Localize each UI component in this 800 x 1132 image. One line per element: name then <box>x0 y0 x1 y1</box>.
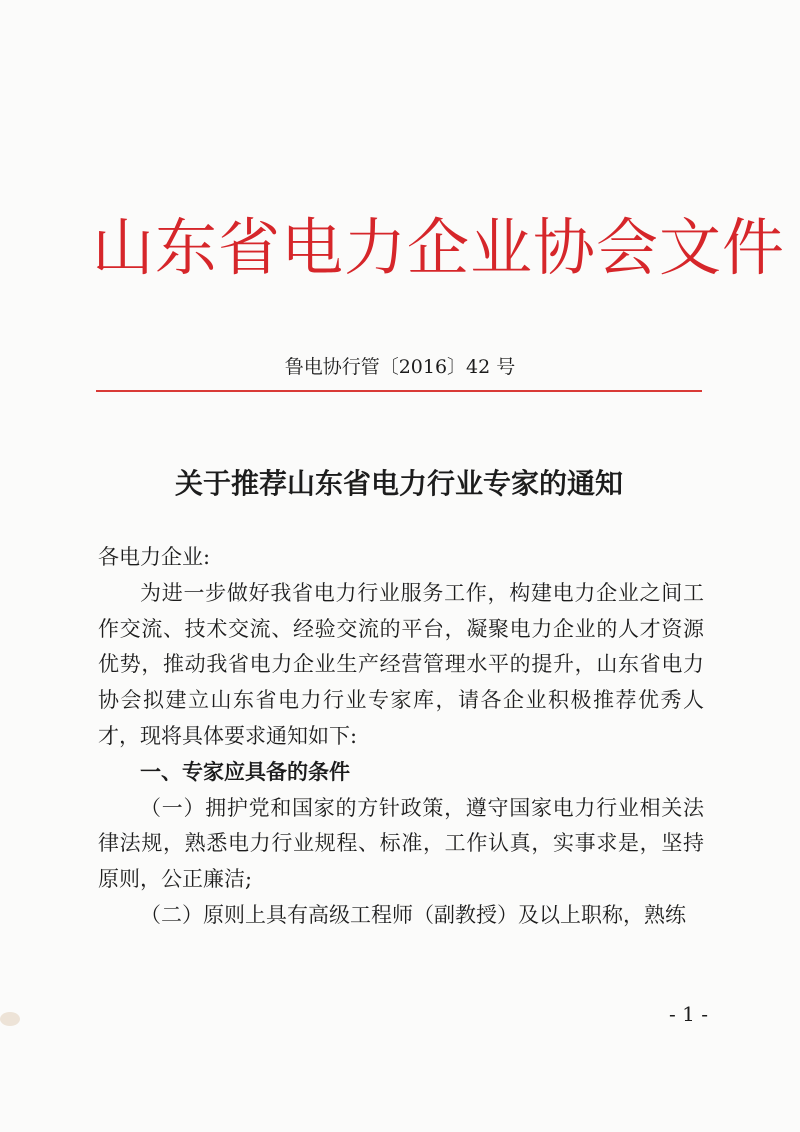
notice-body <box>98 540 704 934</box>
document-number: 鲁电协行管〔2016〕42 号 <box>284 356 516 378</box>
page-number: - 1 - <box>669 1002 708 1026</box>
intro-paragraph: 为进一步做好我省电力行业服务工作，构建电力企业之间工作交流、技术交流、经验交流的平台，凝聚电力企业的人才资源优势，推动我省电力企业生产经营管理水平的提升，山东省电力协会拟建立山东省电力行业专家库，请各企业积极推荐优秀人才，现将具体要求通知如下: <box>98 580 704 748</box>
condition-item-1: （一）拥护党和国家的方针政策，遵守国家电力行业相关法律法规，熟悉电力行业规程、标准，工作认真，实事求是，坚持原则，公正廉洁; <box>98 795 704 892</box>
org-header-title: 山东省电力企业协会文件 <box>92 211 786 284</box>
condition-item-2: （二）原则上具有高级工程师（副教授）及以上职称，熟练 <box>140 902 686 927</box>
header-divider <box>96 390 702 392</box>
section-heading: 一、专家应具备的条件 <box>140 759 350 784</box>
salutation: 各电力企业: <box>98 545 211 569</box>
notice-title: 关于推荐山东省电力行业专家的通知 <box>174 467 623 500</box>
paper-stain <box>0 1012 20 1026</box>
